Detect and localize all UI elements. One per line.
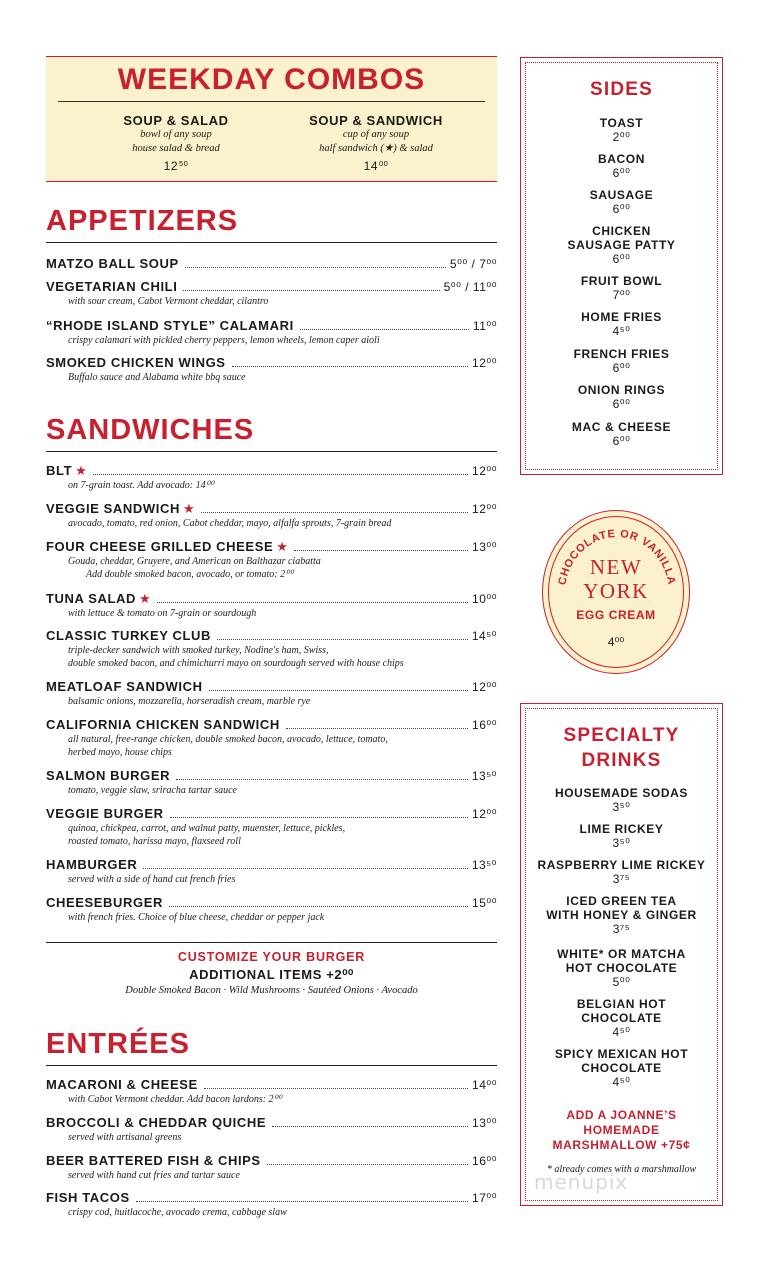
item-price: 14⁰⁰ [472, 1078, 497, 1092]
item-price: 13⁰⁰ [472, 1116, 497, 1130]
item-price: 12⁰⁰ [472, 680, 497, 694]
weekday-combos-panel [46, 56, 497, 182]
item-name: HOUSEMADE SODAS [554, 786, 688, 800]
item-name: WHITE* OR MATCHA [557, 947, 686, 961]
menu-item [46, 1115, 497, 1144]
combo-price: $12^{50}$ [163, 159, 189, 173]
item-name: WITH HONEY & GINGER [546, 908, 697, 922]
star-icon: ★ [276, 539, 288, 554]
item-description: Add double smoked bacon, avocado, or tomato: 2⁰⁰ [86, 569, 294, 580]
add-marshmallow-line: ADD A JOANNE’S [566, 1108, 677, 1122]
item-description: avocado, tomato, red onion, Cabot cheddar, mayo, alfalfa sprouts, 7-grain bread [68, 518, 392, 529]
menu-item [46, 806, 497, 848]
item-name: BEER BATTERED FISH & CHIPS [46, 1153, 261, 1168]
entrees-title: ENTRÉES [46, 1027, 497, 1066]
marshmallow-note: * already comes with a marshmallow [546, 1164, 697, 1175]
item-price: 2⁰⁰ [612, 130, 631, 144]
drinks-title-1: SPECIALTY [563, 725, 680, 746]
item-price: 6⁰⁰ [612, 202, 631, 216]
item-description: double smoked bacon, and chimichurri mayo on sourdough served with house chips [68, 658, 404, 669]
add-marshmallow-line: MARSHMALLOW +75¢ [552, 1138, 691, 1152]
item-description: crispy cod, huitlacoche, avocado crema, cabbage slaw [68, 1207, 287, 1218]
combo-soup-salad [81, 113, 271, 174]
item-price: 5⁰⁰ / 11⁰⁰ [443, 280, 497, 294]
item-name: SALMON BURGER [46, 768, 171, 783]
dot-leader [157, 602, 468, 603]
item-price: 13⁰⁰ [472, 540, 497, 554]
item-name: “RHODE ISLAND STYLE” CALAMARI [46, 318, 294, 333]
drink-item [521, 1047, 722, 1089]
item-name: HOME FRIES [581, 310, 662, 324]
item-price: 11⁰⁰ [472, 319, 497, 333]
menu-item [46, 1153, 497, 1182]
combo-desc: half sandwich (★) & salad [319, 143, 433, 154]
drink-item [521, 786, 722, 814]
item-price: 6⁰⁰ [612, 434, 631, 448]
item-price: 5⁰⁰ [612, 975, 631, 989]
item-name: ONION RINGS [577, 383, 666, 397]
egg-cream-arc-text: CHOCOLATE OR VANILLA [556, 527, 678, 587]
dot-leader [183, 290, 439, 291]
drink-item [521, 997, 722, 1039]
sides-title: SIDES [589, 79, 654, 100]
sandwiches-title: SANDWICHES [46, 413, 497, 452]
item-description: crispy calamari with pickled cherry peppers, lemon wheels, lemon caper aioli [68, 335, 380, 346]
menu-item [46, 768, 497, 797]
dot-leader [209, 690, 468, 691]
combo-desc: cup of any soup [342, 129, 410, 140]
customize-divider [46, 942, 497, 943]
menu-item [46, 501, 497, 530]
item-description: served with hand cut fries and tartar sauce [68, 1170, 240, 1181]
menu-item [46, 628, 497, 670]
item-price: 12⁰⁰ [472, 356, 497, 370]
dot-leader [185, 267, 446, 268]
weekday-combos-title: WEEKDAY COMBOS [117, 63, 426, 96]
dot-leader [201, 512, 468, 513]
dot-leader [204, 1088, 468, 1089]
dot-leader [294, 550, 468, 551]
item-name: HAMBURGER [46, 857, 138, 872]
combo-price: $14^{00}$ [363, 159, 389, 173]
item-description: quinoa, chickpea, carrot, and walnut patty, muenster, lettuce, pickles, [68, 823, 346, 834]
item-name: CALIFORNIA CHICKEN SANDWICH [46, 717, 280, 732]
item-price: 10⁰⁰ [472, 592, 497, 606]
item-price: 4⁵⁰ [612, 1075, 631, 1089]
dot-leader [176, 779, 468, 780]
item-name: VEGGIE BURGER [46, 806, 164, 821]
sides-box [520, 57, 723, 475]
item-name: FOUR CHEESE GRILLED CHEESE [46, 539, 274, 554]
menu-item [46, 355, 497, 384]
item-price: 7⁰⁰ [612, 288, 631, 302]
menu-item [46, 318, 497, 347]
add-marshmallow [521, 1108, 722, 1153]
item-name: MEATLOAF SANDWICH [46, 679, 203, 694]
item-description: with Cabot Vermont cheddar. Add bacon lardons: 2⁰⁰ [68, 1094, 282, 1105]
item-name: MACARONI & CHEESE [46, 1077, 198, 1092]
item-price: 15⁰⁰ [472, 896, 497, 910]
dot-leader [232, 366, 468, 367]
item-name: MATZO BALL SOUP [46, 256, 179, 271]
item-price: 3⁵⁰ [612, 800, 631, 814]
watermark: menupix [534, 1170, 629, 1194]
item-name: LIME RICKEY [579, 822, 664, 836]
customize-burger [46, 948, 497, 998]
menu-item [46, 679, 497, 708]
dot-leader [136, 1201, 468, 1202]
item-price: 12⁰⁰ [472, 464, 497, 478]
item-price: 14⁵⁰ [471, 629, 497, 643]
appetizers-title: APPETIZERS [46, 204, 497, 243]
item-description: triple-decker sandwich with smoked turkey, Nodine's ham, Swiss, [68, 645, 329, 656]
menu-item [46, 256, 497, 272]
drink-item [521, 858, 722, 886]
menu-item [46, 463, 497, 492]
menu-item [46, 857, 497, 886]
item-description: served with artisanal greens [68, 1132, 182, 1143]
drinks-box [520, 703, 723, 1206]
item-name: HOT CHOCOLATE [565, 961, 678, 975]
item-name: TOAST [599, 116, 644, 130]
item-price: 16⁰⁰ [472, 718, 497, 732]
item-name: MAC & CHEESE [571, 420, 672, 434]
dot-leader [272, 1126, 468, 1127]
item-name: SMOKED CHICKEN WINGS [46, 355, 226, 370]
dot-leader [143, 868, 468, 869]
star-icon: ★ [75, 463, 87, 478]
item-price: 5⁰⁰ / 7⁰⁰ [449, 257, 497, 271]
dot-leader [170, 817, 468, 818]
egg-cream-york: YORK [583, 579, 649, 603]
item-name: CHOCOLATE [581, 1011, 662, 1025]
item-description: balsamic onions, mozzarella, horseradish cream, marble rye [68, 696, 311, 707]
combo-desc: bowl of any soup [140, 129, 212, 140]
item-name: CHOCOLATE [581, 1061, 662, 1075]
side-item [521, 420, 722, 448]
item-name: CHEESEBURGER [46, 895, 163, 910]
item-price: 3⁷⁵ [612, 872, 631, 886]
item-description: roasted tomato, harissa mayo, flaxseed roll [68, 836, 241, 847]
menu-item [46, 1190, 497, 1219]
item-price: 4⁵⁰ [612, 1025, 631, 1039]
item-description: herbed mayo, house chips [68, 747, 172, 758]
menu-item [46, 591, 497, 620]
item-name: BROCCOLI & CHEDDAR QUICHE [46, 1115, 267, 1130]
side-item [521, 310, 722, 338]
item-description: served with a side of hand cut french fries [68, 874, 236, 885]
item-name: SAUSAGE PATTY [567, 238, 676, 252]
menu-item [46, 279, 497, 308]
customize-heading: CUSTOMIZE YOUR BURGER [177, 950, 366, 964]
item-price: 12⁰⁰ [472, 502, 497, 516]
item-name: SAUSAGE [589, 188, 654, 202]
combos-divider [58, 101, 485, 102]
dot-leader [267, 1164, 468, 1165]
item-price: 4⁵⁰ [612, 324, 631, 338]
dot-leader [217, 639, 468, 640]
star-icon: ★ [182, 501, 195, 516]
dot-leader [300, 329, 469, 330]
item-price: 3⁷⁵ [612, 922, 631, 936]
menu-item [46, 539, 497, 581]
combo-soup-sandwich [281, 113, 471, 174]
item-name: BACON [598, 152, 645, 166]
item-price: 12⁰⁰ [472, 807, 497, 821]
additional-items: ADDITIONAL ITEMS +2⁰⁰ [189, 967, 354, 982]
item-name: BELGIAN HOT [576, 997, 667, 1011]
item-description: tomato, veggie slaw, sriracha tartar sauce [68, 785, 237, 796]
egg-cream-price: 4⁰⁰ [607, 635, 625, 649]
item-price: 6⁰⁰ [612, 397, 631, 411]
item-name: FISH TACOS [46, 1190, 130, 1205]
side-item [521, 347, 722, 375]
item-name: RASPBERRY LIME RICKEY [537, 858, 706, 872]
item-name: FRENCH FRIES [573, 347, 670, 361]
item-price: 6⁰⁰ [612, 252, 631, 266]
item-price: 3⁵⁰ [612, 836, 631, 850]
item-name: SPICY MEXICAN HOT [554, 1047, 689, 1061]
side-item [521, 188, 722, 216]
item-description: all natural, free-range chicken, double smoked bacon, avocado, lettuce, tomato, [68, 734, 388, 745]
item-price: 13⁵⁰ [471, 769, 497, 783]
side-item [521, 152, 722, 180]
item-name: FRUIT BOWL [580, 274, 663, 288]
drinks-title-2: DRINKS [581, 750, 662, 771]
item-name: CLASSIC TURKEY CLUB [46, 628, 212, 643]
item-name: VEGETARIAN CHILI [46, 279, 178, 294]
item-price: 13⁵⁰ [471, 858, 497, 872]
side-item [521, 116, 722, 144]
side-item [521, 383, 722, 411]
item-name: CHICKEN [592, 224, 651, 238]
side-item [521, 224, 722, 266]
item-name: TUNA SALAD [46, 591, 137, 606]
item-description: with sour cream, Cabot Vermont cheddar, cilantro [68, 296, 269, 307]
drink-item [521, 947, 722, 989]
item-description: with lettuce & tomato on 7-grain or sourdough [68, 608, 257, 619]
combo-name: SOUP & SALAD [123, 113, 229, 128]
item-name: ICED GREEN TEA [566, 894, 677, 908]
combo-desc: house salad & bread [132, 143, 220, 154]
dot-leader [93, 474, 468, 475]
egg-cream-new: NEW [589, 555, 643, 579]
drink-item [521, 822, 722, 850]
item-name: BLT [46, 463, 73, 478]
add-marshmallow-line: HOMEMADE [583, 1123, 660, 1137]
item-price: 16⁰⁰ [472, 1154, 497, 1168]
item-price: 6⁰⁰ [612, 361, 631, 375]
item-description: Buffalo sauce and Alabama white bbq sauce [68, 372, 246, 383]
combo-name: SOUP & SANDWICH [309, 113, 443, 128]
egg-cream-label: EGG CREAM [576, 608, 656, 622]
menu-item [46, 895, 497, 924]
egg-cream-badge [542, 510, 690, 674]
item-name: VEGGIE SANDWICH [46, 501, 180, 516]
item-description: Gouda, cheddar, Gruyere, and American on Balthazar ciabatta [68, 556, 321, 567]
item-price: 6⁰⁰ [612, 166, 631, 180]
dot-leader [286, 728, 468, 729]
item-description: on 7-grain toast. Add avocado: 14⁰⁰ [68, 480, 214, 491]
menu-item [46, 717, 497, 759]
side-item [521, 274, 722, 302]
item-description: with french fries. Choice of blue cheese, cheddar or pepper jack [68, 912, 325, 923]
customize-options: Double Smoked Bacon · Wild Mushrooms · Sautéed Onions · Avocado [125, 985, 418, 996]
menu-item [46, 1077, 497, 1106]
star-icon: ★ [139, 591, 151, 606]
item-price: 17⁰⁰ [472, 1191, 497, 1205]
dot-leader [169, 906, 468, 907]
drink-item [521, 894, 722, 936]
